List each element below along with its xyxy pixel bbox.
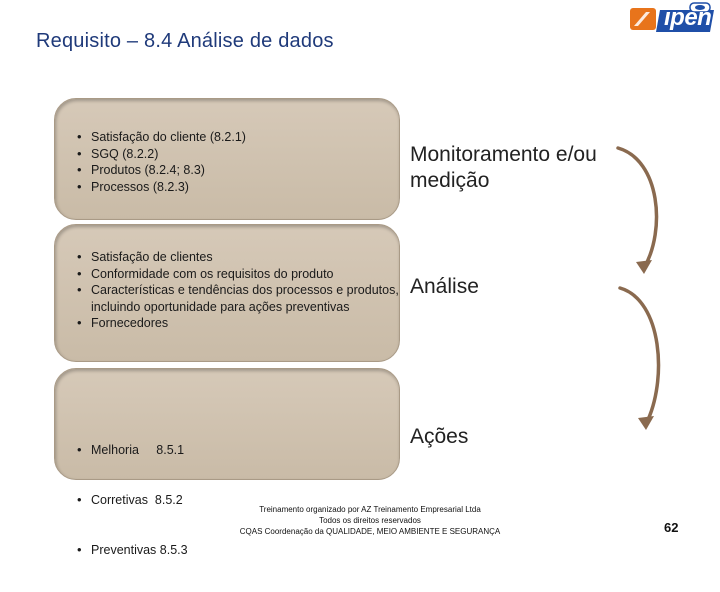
list-item: • Características e tendências dos processos e produtos, incluindo oportunidade para ações preventivas — [77, 282, 399, 315]
list-item: • Produtos (8.2.4; 8.3) — [77, 162, 399, 179]
footer-line: CQAS Coordenação da QUALIDADE, MEIO AMBIENTE E SEGURANÇA — [239, 527, 501, 536]
list-item: • Melhoria 8.5.1 — [77, 442, 399, 459]
footer-line: Treinamento organizado por AZ Treinamento Empresarial Ltda — [259, 505, 481, 514]
monitoring-box — [54, 98, 400, 220]
curved-arrow-icon — [618, 148, 657, 268]
list-item: • Corretivas 8.5.2 — [77, 492, 399, 509]
label-analysis: Análise — [410, 275, 479, 298]
list-item: • Conformidade com os requisitos do produto — [77, 266, 399, 283]
list-item: • Satisfação do cliente (8.2.1) — [77, 129, 399, 146]
page-title: Requisito – 8.4 Análise de dados — [36, 30, 334, 52]
footer-line: Todos os direitos reservados — [319, 516, 421, 525]
flow-arrows — [600, 140, 680, 460]
list-item: • Satisfação de clientes — [77, 249, 399, 266]
ipen-logo-text: ipen — [664, 4, 712, 31]
curved-arrow-icon — [620, 288, 659, 424]
analysis-box — [54, 224, 400, 362]
list-item: • Processos (8.2.3) — [77, 179, 399, 196]
list-item: • Preventivas 8.5.3 — [77, 542, 399, 559]
footer — [200, 504, 540, 537]
label-actions: Ações — [410, 425, 469, 448]
list-item: • SGQ (8.2.2) — [77, 146, 399, 163]
list-item: • Fornecedores — [77, 315, 399, 332]
label-monitoring: Monitoramento e/ou medição — [410, 143, 597, 192]
page-number: 62 — [664, 520, 679, 535]
